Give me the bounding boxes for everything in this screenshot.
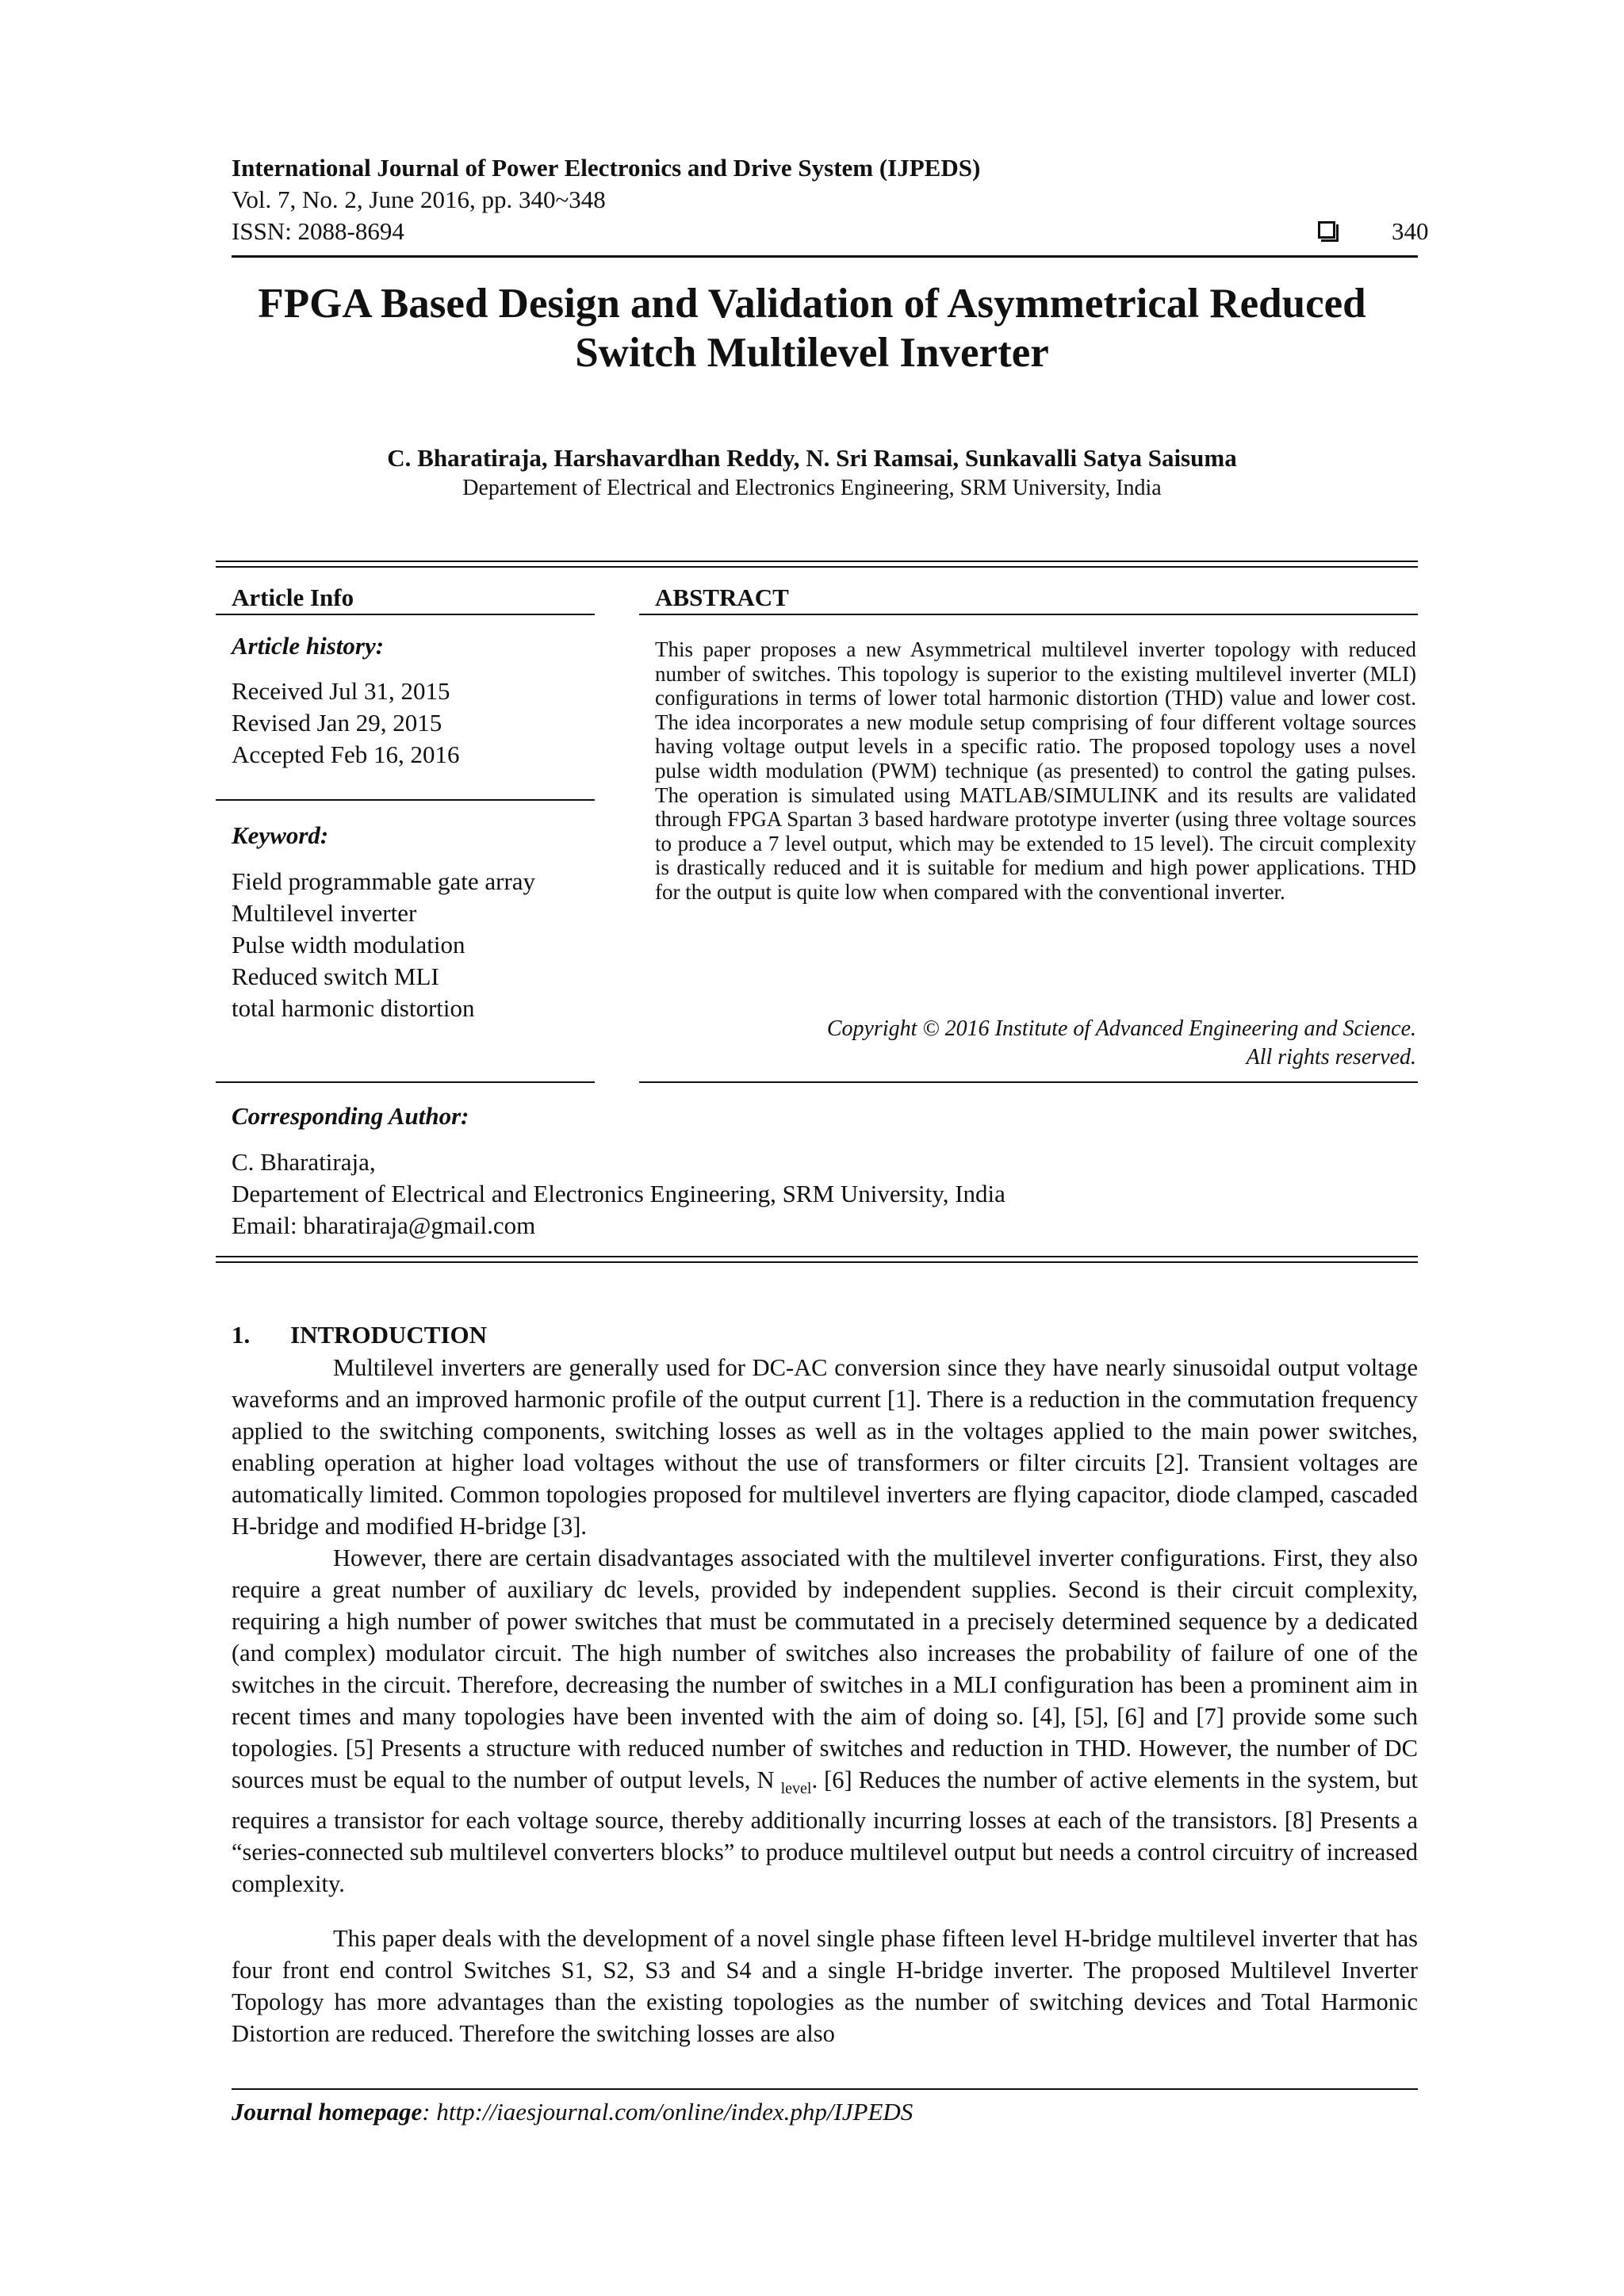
journal-volume: Vol. 7, No. 2, June 2016, pp. 340~348 [232,186,606,213]
subscript-level: level [780,1780,812,1798]
journal-name: International Journal of Power Electronics and Drive System (IJPEDS) [232,154,981,182]
page-box-icon [1318,221,1335,239]
title-line-2: Switch Multilevel Inverter [575,330,1049,376]
keyword-heading: Keyword: [232,821,329,849]
info-column-bottom-rule [216,1081,595,1083]
corresponding-affiliation: Departement of Electrical and Electronics Engineering, SRM University, India [232,1180,1005,1207]
footer-rule [232,2088,1418,2090]
abstract-text: This paper proposes a new Asymmetrical multilevel inverter topology with reduced number of switches. This topology is superior to the existing multilevel inverter (MLI) configurations in terms of lower total harmonic distortion (THD) value and lower cost. The idea incorporates a new module setup comprising of four different voltage sources having voltage output levels in a specific ratio. The proposed topology uses a novel pulse width modulation (PWM) technique (as presented) to control the gating pulses. The operation is simulated using MATLAB/SIMULINK and its results are validated through FPGA Spartan 3 based hardware prototype inverter (using three voltage sources to produce a 7 level output, which may be extended to 15 level). The circuit complexity is drastically reduced and it is suitable for medium and high power applications. THD for the output is quite low when compared with the conventional inverter. [655,637,1416,904]
received-date: Received Jul 31, 2015 [232,677,450,705]
info-rule-top-1 [216,561,1418,562]
homepage-label: Journal homepage [232,2098,423,2126]
intro-paragraph-3: This paper deals with the development of a novel single phase fifteen level H-bridge multilevel inverter that has four front end control Switches S1, S2, S3 and S4 and a single H-bridge inverter. The proposed Multilevel Inverter Topology has more advantages than the existing topologies as the number of switching devices and Total Harmonic Distortion are reduced. Therefore the switching losses are also [232,1925,1418,2047]
corresponding-email: Email: bharatiraja@gmail.com [232,1211,536,1239]
journal-issn: ISSN: 2088-8694 [232,217,404,245]
homepage-url[interactable]: : http://iaesjournal.com/online/index.php/IJPEDS [422,2098,914,2126]
article-history-heading: Article history: [232,632,385,660]
intro-paragraph-2 [232,1542,1418,1900]
paper-title [206,279,1418,377]
para2-text-cont: . [6] Reduces the number of active elements in the system, but requires a transistor for each voltage source, thereby additionally incurring losses at each of the transistors. [8] Presents a “series-connected sub multilevel converters blocks” to produce multilevel output but needs a control circuitry of increased complexity. [232,1766,1418,1898]
corresponding-author-heading: Corresponding Author: [232,1102,469,1130]
revised-date: Revised Jan 29, 2015 [232,709,442,737]
rights-line: All rights reserved. [1246,1045,1416,1070]
copyright-line: Copyright © 2016 Institute of Advanced Engineering and Science. [826,1016,1416,1041]
title-line-1: FPGA Based Design and Validation of Asymmetrical Reduced [258,281,1366,327]
corresponding-rule-2 [216,1261,1418,1263]
section-heading: INTRODUCTION [290,1321,488,1349]
header-rule [232,255,1418,258]
affiliation: Departement of Electrical and Electronics Engineering, SRM University, India [462,476,1162,500]
article-info-heading: Article Info [232,584,354,611]
keyword-item: Pulse width modulation [232,931,465,959]
para2-text: However, there are certain disadvantages associated with the multilevel inverter configurations. First, they also require a great number of auxiliary dc levels, provided by independent supplies. Second is their circuit complexity, requiring a high number of power switches that must be commutated in a precisely determined sequence by a dedicated (and complex) modulator circuit. The high number of switches also increases the probability of failure of one of the switches in the circuit. Therefore, decreasing the number of switches in a MLI configuration has been a prominent aim in recent times and many topologies have been invented with the aim of doing so. [4], [5], [6] and [7] provide some such topologies. [5] Presents a structure with reduced number of switches and reduction in THD. However, the number of DC sources must be equal to the number of output levels, N [232,1544,1418,1793]
article-info-rule [216,614,595,615]
keyword-rule [216,799,595,801]
keyword-item: Field programmable gate array [232,867,536,895]
accepted-date: Accepted Feb 16, 2016 [232,740,460,768]
abstract-bottom-rule [639,1081,1418,1083]
page-number: 340 [1392,217,1429,245]
keyword-item: Multilevel inverter [232,899,417,927]
journal-homepage [232,2098,913,2126]
corresponding-rule-1 [216,1256,1418,1257]
info-rule-top-2 [216,566,1418,568]
abstract-rule [639,614,1418,615]
keyword-item: Reduced switch MLI [232,962,439,990]
intro-paragraph-1: Multilevel inverters are generally used for DC-AC conversion since they have nearly sinusoidal output voltage waveforms and an improved harmonic profile of the output current [1]. There is a reduction in the commutation frequency applied to the switching components, switching losses as well as in the voltages applied to the main power switches, enabling operation at higher load voltages without the use of transformers or filter circuits [2]. Transient voltages are automatically limited. Common topologies proposed for multilevel inverters are flying capacitor, diode clamped, cascaded H-bridge and modified H-bridge [3]. [232,1354,1418,1540]
authors: C. Bharatiraja, Harshavardhan Reddy, N. Sri Ramsai, Sunkavalli Satya Saisuma [387,444,1237,472]
abstract-heading: ABSTRACT [655,584,789,611]
section-number: 1. [232,1321,251,1349]
keyword-item: total harmonic distortion [232,994,475,1022]
corresponding-name: C. Bharatiraja, [232,1148,376,1176]
